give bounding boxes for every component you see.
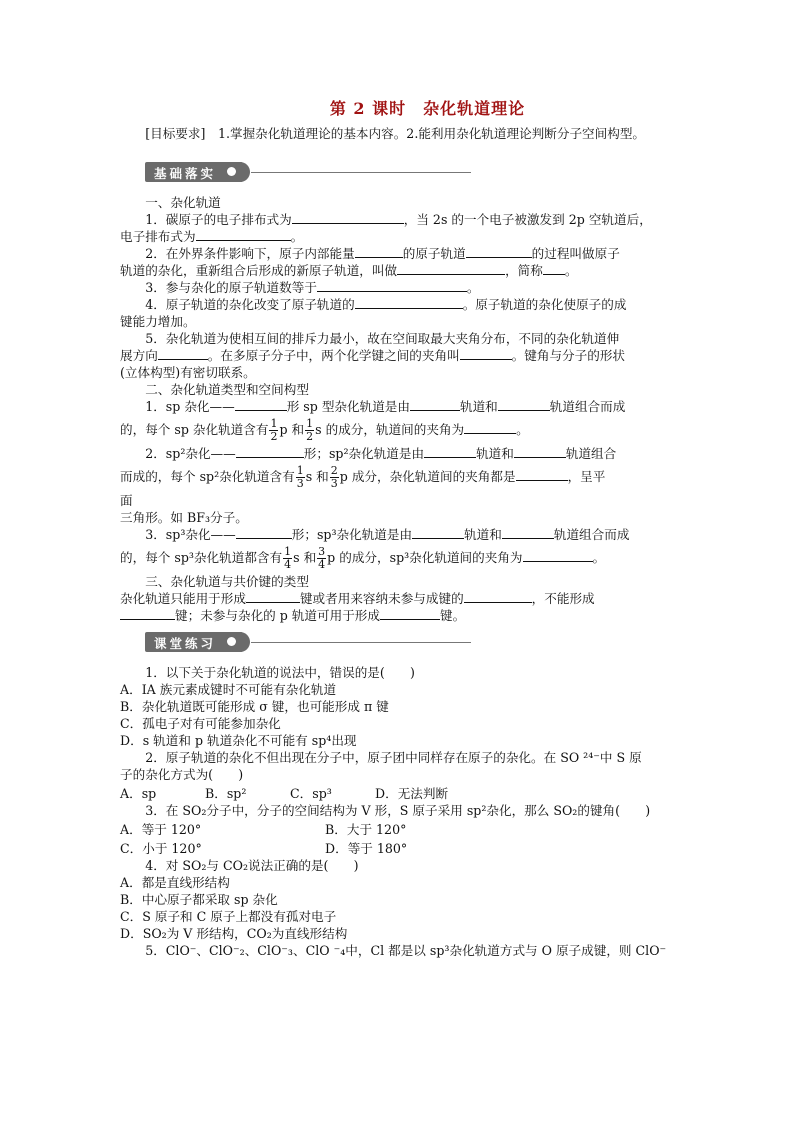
option[interactable]: B．杂化轨道既可能形成 σ 键，也可能形成 π 键: [120, 699, 389, 714]
option[interactable]: C．孤电子对有可能参加杂化: [120, 716, 281, 731]
section-banner-practice: [145, 632, 675, 654]
practice-q2: 2．原子轨道的杂化不但出现在分子中，原子团中同样存在原子的杂化。在 SO ²⁴⁻中 S 原: [145, 750, 642, 765]
option[interactable]: C．S 原子和 C 原子上都没有孤对电子: [120, 909, 337, 924]
blank[interactable]: [523, 549, 593, 562]
bullet-icon: [227, 167, 236, 176]
blank[interactable]: [516, 468, 568, 481]
blank[interactable]: [464, 590, 532, 603]
bullet-icon: [227, 637, 236, 646]
question-1: 1．碳原子的电子排布式为 ，当 2s 的一个电子被激发到 2p 空轨道后，: [145, 212, 652, 227]
option[interactable]: B．中心原子都采取 sp 杂化: [120, 892, 278, 907]
option[interactable]: A．sp: [120, 786, 157, 801]
blank[interactable]: [236, 526, 292, 539]
sp-item: 1．sp 杂化—— 形 sp 型杂化轨道是由 轨道和 轨道组合而成: [145, 399, 626, 414]
option[interactable]: A．等于 120°: [120, 822, 202, 837]
goal-text: [目标要求] 1.掌握杂化轨道理论的基本内容。2.能利用杂化轨道理论判断分子空间构型。: [145, 126, 646, 141]
banner-label: 基础落实: [154, 166, 217, 181]
blank[interactable]: [235, 398, 287, 411]
option[interactable]: B．大于 120°: [325, 822, 407, 837]
sp3-item: 3．sp³杂化—— 形；sp³杂化轨道是由 轨道和 轨道组合而成: [145, 527, 630, 542]
option[interactable]: D．无法判断: [375, 786, 449, 801]
blank[interactable]: [355, 296, 463, 309]
practice-q3: 3．在 SO₂分子中，分子的空间结构为 V 形，S 原子采用 sp²杂化，那么 SO₂的键角( ): [145, 803, 651, 818]
blank[interactable]: [464, 421, 516, 434]
blank[interactable]: [410, 398, 460, 411]
option[interactable]: D．等于 180°: [325, 841, 408, 856]
sp2-item: 2．sp²杂化—— 形；sp²杂化轨道是由 轨道和 轨道组合: [145, 446, 617, 461]
page-title: 第 2 课时 杂化轨道理论: [329, 99, 526, 118]
section-banner-basic: [145, 162, 675, 184]
blank[interactable]: [236, 445, 304, 458]
blank[interactable]: [412, 526, 464, 539]
option[interactable]: B．sp²: [205, 786, 247, 801]
question-5: 5．杂化轨道为使相互间的排斥力最小，故在空间取最大夹角分布，不同的杂化轨道伸: [145, 331, 620, 346]
blank[interactable]: [514, 445, 566, 458]
blank[interactable]: [355, 245, 403, 258]
blank[interactable]: [543, 262, 565, 275]
section-head: 三、杂化轨道与共价键的类型: [145, 574, 309, 589]
question-2: 2．在外界条件影响下，原子内部能量 的原子轨道 的过程叫做原子: [145, 246, 620, 261]
blank[interactable]: [502, 526, 554, 539]
blank[interactable]: [196, 228, 291, 241]
practice-q4: 4．对 SO₂与 CO₂说法正确的是( ): [145, 858, 359, 873]
blank[interactable]: [397, 262, 505, 275]
divider: [251, 172, 471, 173]
option[interactable]: C．小于 120°: [120, 841, 202, 856]
blank[interactable]: [424, 445, 476, 458]
blank[interactable]: [246, 590, 300, 603]
practice-q5: 5．ClO⁻、ClO⁻₂、ClO⁻₃、ClO ⁻₄中，Cl 都是以 sp³杂化轨道方式与 O 原子成键，则 ClO⁻: [145, 943, 667, 958]
blank[interactable]: [158, 347, 208, 360]
blank[interactable]: [317, 279, 467, 292]
blank[interactable]: [498, 398, 550, 411]
option[interactable]: C．sp³: [290, 786, 332, 801]
worksheet-page: 第 2 课时 杂化轨道理论 [目标要求] 1.掌握杂化轨道理论的基本内容。2.能利用杂化轨道理论判断分子空间构型。 基础落实 一、杂化轨道 1．碳原子的电子排布式为 ，当 2s 的一个电子被激发到 2p 空轨道后， 电子排布式为 。 2．在外界条件影响下，原子内部能量 的原子轨道 的过程叫做原子 轨道的杂化，重新组合后形成的新原子轨道，叫做 ，简称 。 3．参与杂化的原子轨道数等于 。 4．原子轨道的杂化改变了原子轨道的 。原子轨道的杂化使原子的成 键能力增加。 5．杂化轨道为使相互间的排斥力最小，故在空间取最大夹角分布，不同的杂化轨道伸 展方向 。在多原子分子中，两个化学键之间的夹角叫 。键角与分子的形状 (立体构型)有密切联系。 二、杂化轨道类型和空间构型 1．sp 杂化—— 形 sp 型杂化轨道是由 轨道和 轨道组合而成 的，每个 sp 杂化轨道含有 $\frac{1}{2}$ p 和 $\frac{1}{2}$ s 的成分，轨道间的夹角为 。 2．sp²杂化—— 形；sp²杂化轨道是由 轨道和 轨道组合 而成的，每个 sp²杂化轨道含有 $\frac{1}{3}$ s 和 $\frac{2}{3}$ p 成分，杂化轨道间的夹角都是 ，呈平 面 三角形。如 BF₃分子。 3．sp³杂化—— 形；sp³杂化轨道是由 轨道和 轨道组合而成 的，每个 sp³杂化轨道都含有 $\frac{1}{4}$ s 和 $\frac{3}{4}$ p 的成分，sp³杂化轨道间的夹角为 。 三、杂化轨道与共价键的类型 杂化轨道只能用于形成 键或者用来容纳未参与成键的 ，不能形成 键；未参与杂化的 p 轨道可用于形成 键。 课堂练习 1．以下关于杂化轨道的说法中，错误的是( ) A．ⅠA 族元素成键时不可能有杂化轨道 B．杂化轨道既可能形成 σ 键，也可能形成 π 键 C．孤电子对有可能参加杂化 D．s 轨道和 p 轨道杂化不可能有 sp⁴出现 2．原子轨道的杂化不但出现在分子中，原子团中同样存在原子的杂化。在 SO ²⁴⁻中 S 原 子的杂化方式为( ) A．sp B．sp² C．sp³ D．无法判断 3．在 SO₂分子中，分子的空间结构为 V 形，S 原子采用 sp²杂化，那么 SO₂的键角( ) A．等于 120° B．大于 120° C．小于 120° D．等于 180° 4．对 SO₂与 CO₂说法正确的是( ) A．都是直线形结构 B．中心原子都采取 sp 杂化 C．S 原子和 C 原子上都没有孤对电子 D．SO₂为 V 形结构，CO₂为直线形结构 5．ClO⁻、ClO⁻₂、ClO⁻₃、ClO ⁻₄中，Cl 都是以 sp³杂化轨道方式与 O 原子成键，则 ClO⁻: [120, 96, 675, 959]
section-head: 二、杂化轨道类型和空间构型: [145, 382, 309, 397]
practice-q1: 1．以下关于杂化轨道的说法中，错误的是( ): [145, 665, 415, 680]
options-row: [120, 783, 675, 802]
divider: [251, 642, 471, 643]
blank[interactable]: [292, 211, 404, 224]
blank[interactable]: [120, 607, 175, 620]
option[interactable]: A．ⅠA 族元素成键时不可能有杂化轨道: [120, 682, 337, 697]
option[interactable]: A．都是直线形结构: [120, 875, 230, 890]
question-4: 4．原子轨道的杂化改变了原子轨道的 。原子轨道的杂化使原子的成: [145, 297, 627, 312]
blank[interactable]: [466, 245, 532, 258]
banner-label: 课堂练习: [154, 636, 217, 651]
option[interactable]: D．SO₂为 V 形结构，CO₂为直线形结构: [120, 926, 348, 941]
section-head: 一、杂化轨道: [145, 195, 221, 210]
blank[interactable]: [460, 347, 512, 360]
option[interactable]: D．s 轨道和 p 轨道杂化不可能有 sp⁴出现: [120, 733, 357, 748]
question-3: 3．参与杂化的原子轨道数等于 。: [145, 280, 480, 295]
blank[interactable]: [380, 607, 440, 620]
